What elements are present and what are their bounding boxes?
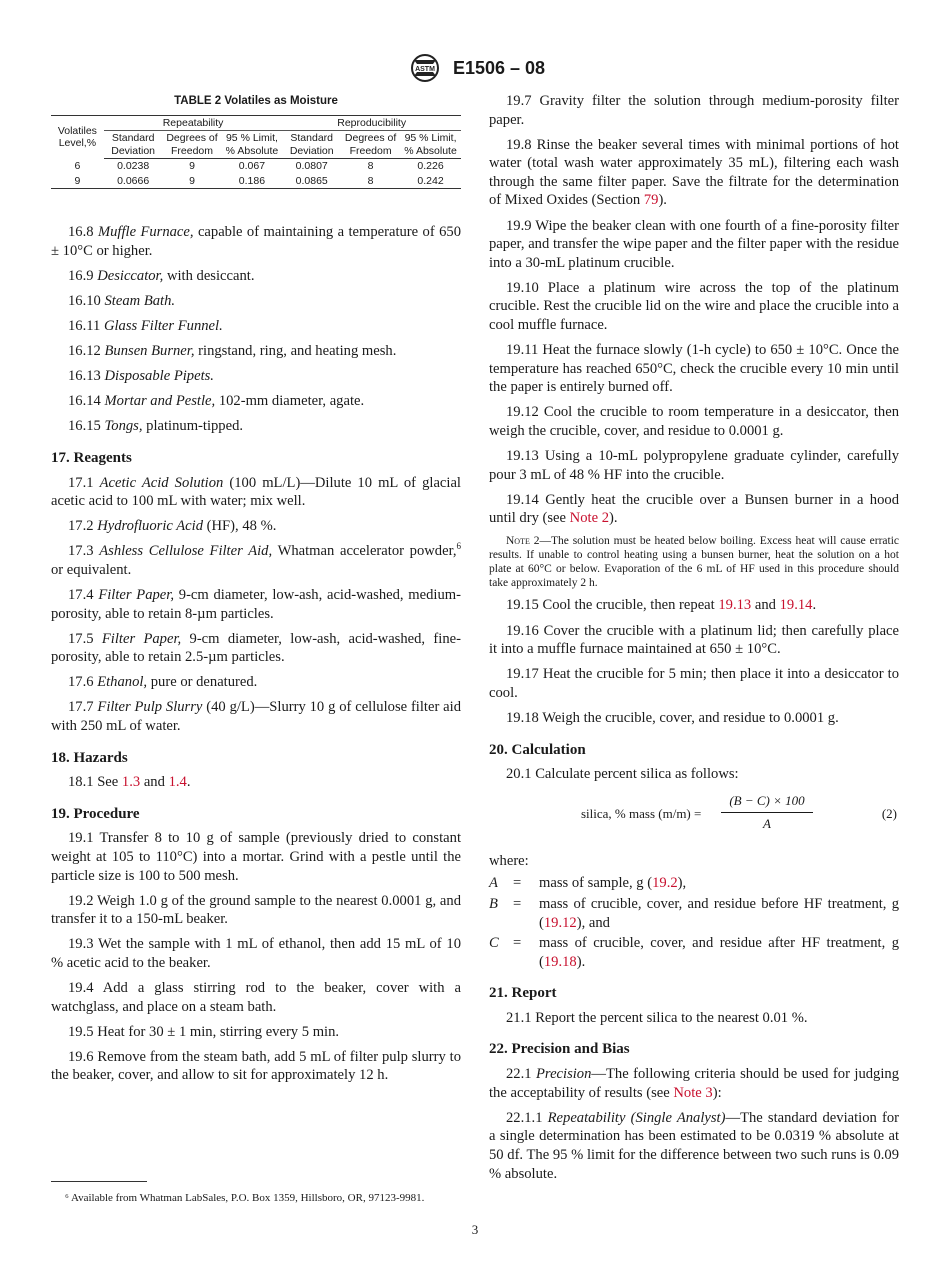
section-16-8: 16.8 Muffle Furnace, capable of maintaining a temperature of 650 ± 10°C or higher. bbox=[51, 224, 461, 259]
section-19-12: 19.12 Cool the crucible to room temperature in a desiccator, then weigh the crucible, cover, and residue to 0.0001 g. bbox=[489, 404, 899, 439]
section-17-5: 17.5 Filter Paper, 9-cm diameter, low-ash, acid-washed, fine-porosity, able to retain 2.5-µm particles. bbox=[51, 630, 461, 666]
section-17-4: 17.4 Filter Paper, 9-cm diameter, low-ash, acid-washed, medium-porosity, able to retain 8-µm particles. bbox=[51, 587, 461, 622]
heading-procedure: 19. Procedure bbox=[51, 805, 140, 822]
section-16-13: 16.13 Disposable Pipets. bbox=[68, 368, 214, 385]
table-row: 9 0.0666 9 0.186 0.0865 8 0.242 bbox=[51, 174, 461, 189]
col-deg-freedom: Degrees of Freedom bbox=[341, 131, 400, 159]
definition-item: B = mass of crucible, cover, and residue before HF treatment, g (19.12), and bbox=[489, 895, 899, 931]
section-22-1-1: 22.1.1 Repeatability (Single Analyst)—The standard deviation for a single determination has been estimated to be 0.0319 % absolute at 50 df. The 95 % limit for the difference between two such runs is 0.09 % absolute. bbox=[489, 1109, 899, 1182]
table-title: TABLE 2 Volatiles as Moisture bbox=[174, 95, 338, 107]
equation-lhs: silica, % mass (m/m) = bbox=[581, 805, 702, 821]
xref-link[interactable]: 19.12 bbox=[543, 914, 577, 931]
section-16-14: 16.14 Mortar and Pestle, 102-mm diameter, agate. bbox=[68, 393, 365, 410]
document-id: E1506 – 08 bbox=[452, 57, 546, 78]
equation-numerator: (B − C) × 100 bbox=[721, 792, 813, 814]
section-19-8: 19.8 Rinse the beaker several times with minimal portions of hot water (total wash water approximately 35 mL), filtering each wash through the same filter paper. Save the filtrate for the determination of Mixed Oxides (Section 79). bbox=[489, 136, 899, 209]
equation-denominator: A bbox=[763, 816, 771, 832]
section-19-7: 19.7 Gravity filter the solution through medium-porosity filter paper. bbox=[489, 93, 899, 128]
section-17-3: 17.3 Ashless Cellulose Filter Aid, Whatman accelerator powder,$^6$ or equivalent. bbox=[51, 541, 461, 578]
group-reproducibility: Reproducibility bbox=[282, 115, 461, 131]
col-limit: 95 % Limit, % Absolute bbox=[222, 131, 283, 159]
heading-report: 21. Report bbox=[489, 985, 557, 1002]
xref-link[interactable]: 19.13 bbox=[718, 597, 752, 614]
section-17-1: 17.1 Acetic Acid Solution (100 mL/L)—Dilute 10 mL of glacial acetic acid to 100 mL with water; mix well. bbox=[51, 474, 461, 510]
where-label: where: bbox=[489, 852, 529, 869]
svg-text:ASTM: ASTM bbox=[415, 66, 435, 73]
footnote: ⁶ Available from Whatman LabSales, P.O. Box 1359, Hillsboro, OR, 97123-9981. bbox=[65, 1192, 425, 1204]
col-std-dev: Standard Deviation bbox=[104, 131, 163, 159]
astm-logo-icon bbox=[405, 52, 445, 84]
section-17-7: 17.7 Filter Pulp Slurry (40 g/L)—Slurry 10 g of cellulose filter aid with 250 mL of water. bbox=[51, 699, 461, 735]
col-std-dev: Standard Deviation bbox=[282, 131, 341, 159]
section-19-10: 19.10 Place a platinum wire across the top of the platinum crucible. Rest the crucible lid on the wire and place the crucible into a cool muffle furnace. bbox=[489, 279, 899, 334]
section-19-4: 19.4 Add a glass stirring rod to the beaker, cover with a watchglass, and place on a steam bath. bbox=[51, 980, 461, 1015]
heading-precision-bias: 22. Precision and Bias bbox=[489, 1041, 630, 1058]
section-17-2: 17.2 Hydrofluoric Acid (HF), 48 %. bbox=[68, 518, 277, 535]
xref-link[interactable]: 19.18 bbox=[543, 953, 577, 970]
section-19-6: 19.6 Remove from the steam bath, add 5 mL of filter pulp slurry to the beaker, cover, and allow to sit for approximately 12 h. bbox=[51, 1048, 461, 1084]
xref-link[interactable]: 79 bbox=[643, 192, 659, 209]
page-number: 3 bbox=[471, 1222, 479, 1237]
xref-link[interactable]: 19.2 bbox=[652, 875, 678, 892]
equation-fraction bbox=[721, 792, 813, 834]
section-19-16: 19.16 Cover the crucible with a platinum lid; then carefully place it into a muffle furnace maintained at 650 ± 10°C. bbox=[489, 622, 899, 658]
xref-link[interactable]: Note 2 bbox=[569, 510, 609, 527]
section-19-14: 19.14 Gently heat the crucible over a Bunsen burner in a hood until dry (see Note 2). bbox=[489, 491, 899, 527]
xref-link[interactable]: Note 3 bbox=[673, 1084, 713, 1101]
section-16-15: 16.15 Tongs, platinum-tipped. bbox=[68, 418, 244, 435]
section-19-13: 19.13 Using a 10-mL polypropylene graduate cylinder, carefully pour 3 mL of 48 % HF into the crucible. bbox=[489, 448, 899, 483]
group-repeatability: Repeatability bbox=[104, 115, 283, 131]
definition-item: A = mass of sample, g (19.2), bbox=[489, 875, 687, 892]
section-20-1: 20.1 Calculate percent silica as follows: bbox=[506, 766, 739, 783]
section-19-11: 19.11 Heat the furnace slowly (1-h cycle) to 650 ± 10°C. Once the temperature has reached 650°C, check the crucible every 10 min until the paper is entirely burned off. bbox=[489, 342, 899, 396]
section-16-10: 16.10 Steam Bath. bbox=[68, 292, 176, 309]
note-2: Note 2—The solution must be heated below boiling. Excess heat will cause erratic results. If unable to control heating using a bunsen burner, heat the solution on a hot plate at 60°C or below. Evaporation of the 6 mL of HF used in this procedure should take approximately 2 h. bbox=[489, 535, 900, 590]
right-column bbox=[489, 92, 899, 1190]
section-19-15: 19.15 Cool the crucible, then repeat 19.13 and 19.14. bbox=[506, 597, 817, 614]
section-19-2: 19.2 Weigh 1.0 g of the ground sample to the nearest 0.0001 g, and transfer it to a 150-mL beaker. bbox=[51, 892, 461, 928]
definition-item: C = mass of crucible, cover, and residue after HF treatment, g (19.18). bbox=[489, 935, 899, 970]
section-16-12: 16.12 Bunsen Burner, ringstand, ring, and heating mesh. bbox=[68, 343, 397, 360]
section-19-1: 19.1 Transfer 8 to 10 g of sample (previously dried to constant weight at 105 to 110°C) into a mortar. Grind with a pestle until the particle size is 100 to 500 mesh. bbox=[51, 830, 461, 884]
col-limit: 95 % Limit, % Absolute bbox=[400, 131, 461, 159]
xref-link[interactable]: 19.14 bbox=[779, 597, 813, 614]
heading-reagents: 17. Reagents bbox=[51, 449, 132, 466]
section-19-17: 19.17 Heat the crucible for 5 min; then place it into a desiccator to cool. bbox=[489, 666, 899, 701]
section-19-9: 19.9 Wipe the beaker clean with one fourth of a fine-porosity filter paper, and transfer the wipe paper and the filter paper with the residue into a 30-mL platinum crucible. bbox=[489, 217, 899, 271]
section-16-11: 16.11 Glass Filter Funnel. bbox=[68, 317, 223, 334]
heading-calculation: 20. Calculation bbox=[489, 741, 586, 758]
equation-number: (2) bbox=[881, 805, 897, 821]
col-volatiles-level: Volatiles Level,% bbox=[51, 115, 104, 159]
footnote-divider bbox=[51, 1181, 147, 1182]
section-18-1: 18.1 See 1.3 and 1.4. bbox=[68, 774, 191, 791]
section-19-3: 19.3 Wet the sample with 1 mL of ethanol, then add 15 mL of 10 % acetic acid to the beaker. bbox=[51, 936, 461, 971]
heading-hazards: 18. Hazards bbox=[51, 749, 128, 766]
xref-link[interactable]: 1.3 bbox=[121, 774, 141, 791]
section-19-5: 19.5 Heat for 30 ± 1 min, stirring every 5 min. bbox=[68, 1023, 340, 1040]
table-row: 6 0.0238 9 0.067 0.0807 8 0.226 bbox=[74, 159, 444, 173]
section-19-18: 19.18 Weigh the crucible, cover, and residue to 0.0001 g. bbox=[506, 709, 839, 726]
volatiles-table bbox=[51, 115, 461, 190]
section-16-9: 16.9 Desiccator, with desiccant. bbox=[68, 267, 255, 284]
page-header bbox=[0, 52, 950, 84]
left-column bbox=[51, 92, 461, 1092]
xref-link[interactable]: 1.4 bbox=[168, 774, 187, 791]
footnote-ref: 6 bbox=[456, 541, 461, 552]
section-21-1: 21.1 Report the percent silica to the nearest 0.01 %. bbox=[506, 1009, 808, 1026]
section-22-1: 22.1 Precision—The following criteria should be used for judging the acceptability of results (see Note 3): bbox=[489, 1066, 899, 1101]
section-17-6: 17.6 Ethanol, pure or denatured. bbox=[68, 674, 258, 691]
equation-2 bbox=[489, 792, 899, 838]
col-deg-freedom: Degrees of Freedom bbox=[162, 131, 221, 159]
